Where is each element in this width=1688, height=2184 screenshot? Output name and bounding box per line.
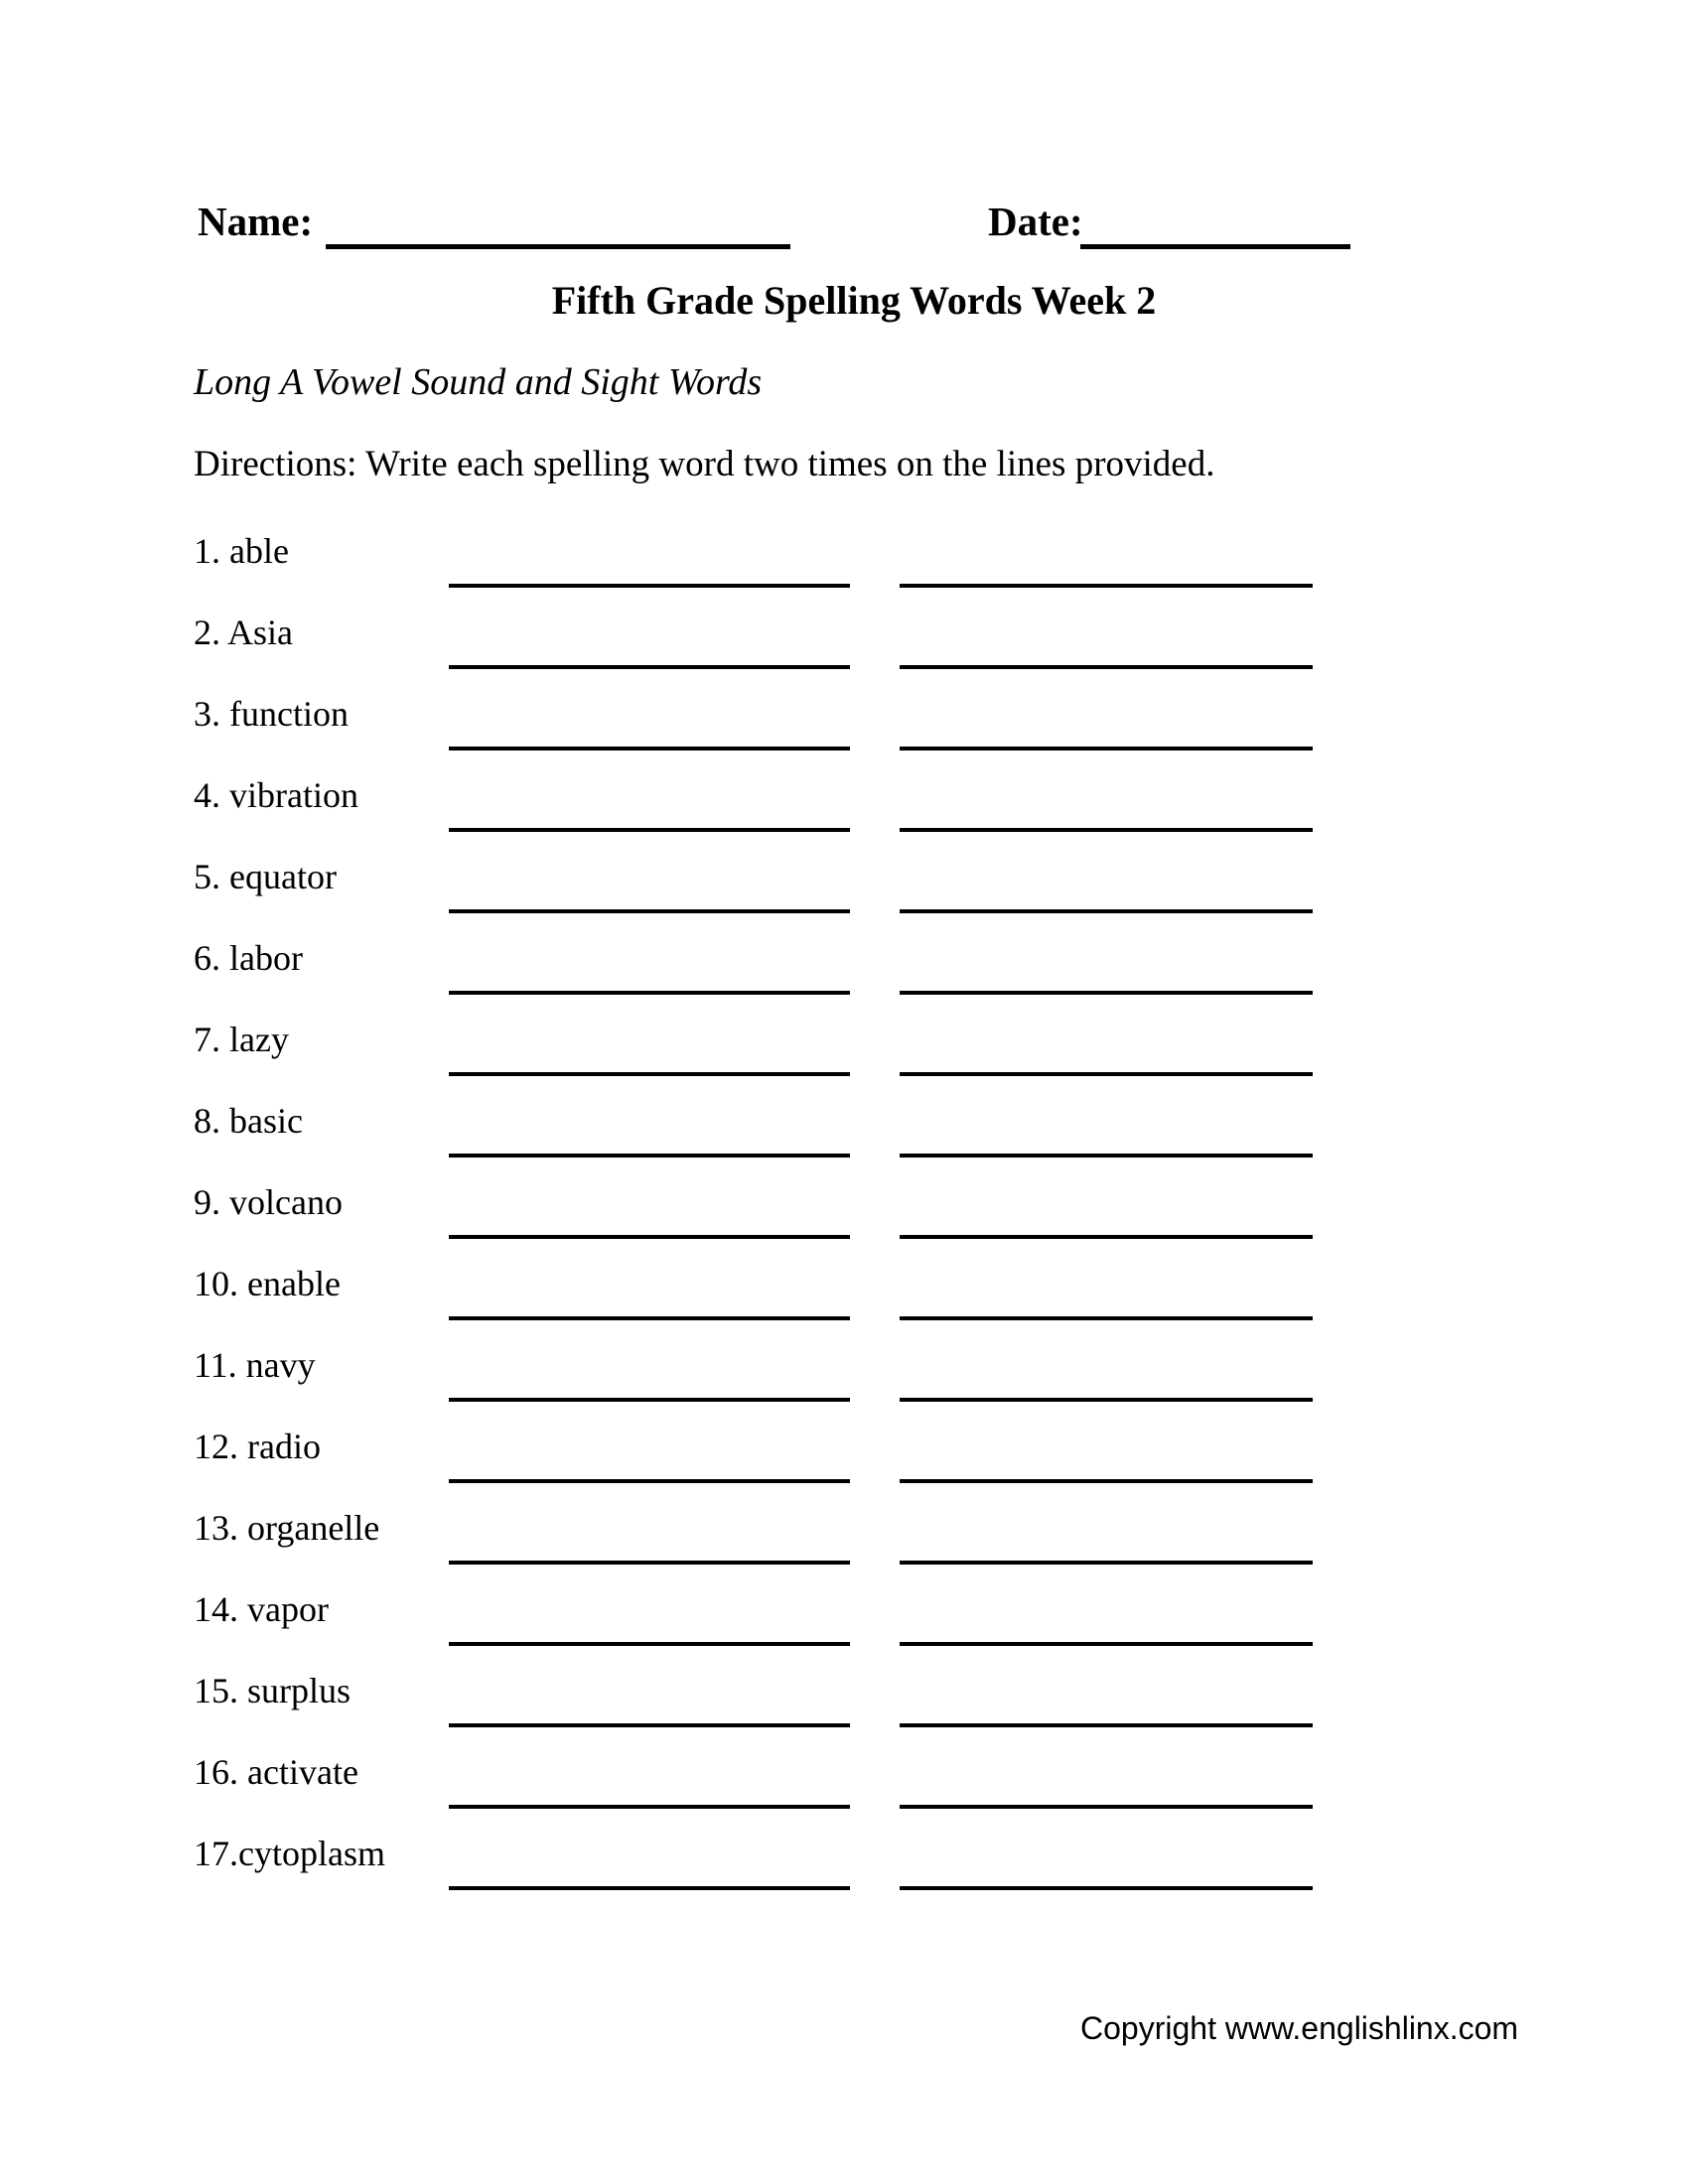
copyright-text: Copyright www.englishlinx.com [1080, 2010, 1519, 2046]
practice-line-1[interactable] [449, 1600, 850, 1646]
practice-line-2[interactable] [900, 623, 1313, 669]
word-label: 13. organelle [194, 1508, 380, 1548]
word-row [192, 1253, 1324, 1334]
practice-line-1[interactable] [449, 623, 850, 669]
word-label: 2. Asia [194, 613, 294, 652]
practice-line-2[interactable] [900, 786, 1313, 832]
practice-line-2[interactable] [900, 1112, 1313, 1158]
practice-line-1[interactable] [449, 1519, 850, 1565]
word-label: 10. enable [194, 1264, 341, 1303]
word-row [192, 520, 1324, 602]
practice-line-2[interactable] [900, 1030, 1313, 1076]
practice-line-2[interactable] [900, 1193, 1313, 1239]
word-row [192, 1578, 1324, 1660]
word-label: 16. activate [194, 1752, 358, 1792]
word-row [192, 1009, 1324, 1090]
word-row [192, 927, 1324, 1009]
word-row [192, 602, 1324, 683]
practice-line-2[interactable] [900, 1600, 1313, 1646]
word-label: 4. vibration [194, 775, 358, 815]
practice-line-2[interactable] [900, 542, 1313, 588]
name-label: Name: [198, 199, 314, 244]
word-label: 1. able [194, 531, 289, 571]
word-label: 5. equator [194, 857, 337, 896]
practice-line-2[interactable] [900, 1844, 1313, 1890]
practice-line-1[interactable] [449, 1437, 850, 1483]
practice-line-2[interactable] [900, 949, 1313, 995]
practice-line-1[interactable] [449, 542, 850, 588]
practice-line-1[interactable] [449, 949, 850, 995]
practice-line-1[interactable] [449, 786, 850, 832]
word-label: 15. surplus [194, 1671, 352, 1710]
practice-line-2[interactable] [900, 1763, 1313, 1809]
word-label: 9. volcano [194, 1182, 343, 1222]
word-row [192, 1741, 1324, 1823]
practice-line-1[interactable] [449, 1844, 850, 1890]
practice-line-2[interactable] [900, 1519, 1313, 1565]
practice-line-2[interactable] [900, 1437, 1313, 1483]
practice-line-1[interactable] [449, 705, 850, 751]
word-row [192, 1416, 1324, 1497]
practice-line-2[interactable] [900, 1682, 1313, 1727]
word-label: 11. navy [194, 1345, 316, 1385]
lesson-subtitle: Long A Vowel Sound and Sight Words [194, 361, 763, 403]
word-row [192, 1660, 1324, 1741]
practice-line-1[interactable] [449, 1356, 850, 1402]
word-label: 6. labor [194, 938, 303, 978]
word-label: 3. function [194, 694, 349, 734]
practice-line-1[interactable] [449, 1112, 850, 1158]
directions-text: Directions: Write each spelling word two times on the lines provided. [194, 444, 1215, 484]
page-title: Fifth Grade Spelling Words Week 2 [551, 278, 1157, 323]
word-label: 14. vapor [194, 1589, 329, 1629]
word-row [192, 1497, 1324, 1578]
practice-line-2[interactable] [900, 705, 1313, 751]
word-row [192, 1090, 1324, 1171]
word-row [192, 764, 1324, 846]
practice-line-1[interactable] [449, 1275, 850, 1320]
word-label: 8. basic [194, 1101, 303, 1141]
word-row [192, 1823, 1324, 1904]
practice-line-2[interactable] [900, 868, 1313, 913]
word-row [192, 683, 1324, 764]
word-row [192, 1171, 1324, 1253]
practice-line-1[interactable] [449, 868, 850, 913]
practice-line-1[interactable] [449, 1193, 850, 1239]
word-label: 12. radio [194, 1427, 321, 1466]
word-label: 7. lazy [194, 1020, 289, 1059]
practice-line-1[interactable] [449, 1763, 850, 1809]
practice-line-1[interactable] [449, 1682, 850, 1727]
date-label: Date: [988, 199, 1083, 244]
practice-line-2[interactable] [900, 1275, 1313, 1320]
word-label: 17.cytoplasm [194, 1834, 385, 1873]
practice-line-1[interactable] [449, 1030, 850, 1076]
practice-line-2[interactable] [900, 1356, 1313, 1402]
word-row [192, 1334, 1324, 1416]
word-row [192, 846, 1324, 927]
